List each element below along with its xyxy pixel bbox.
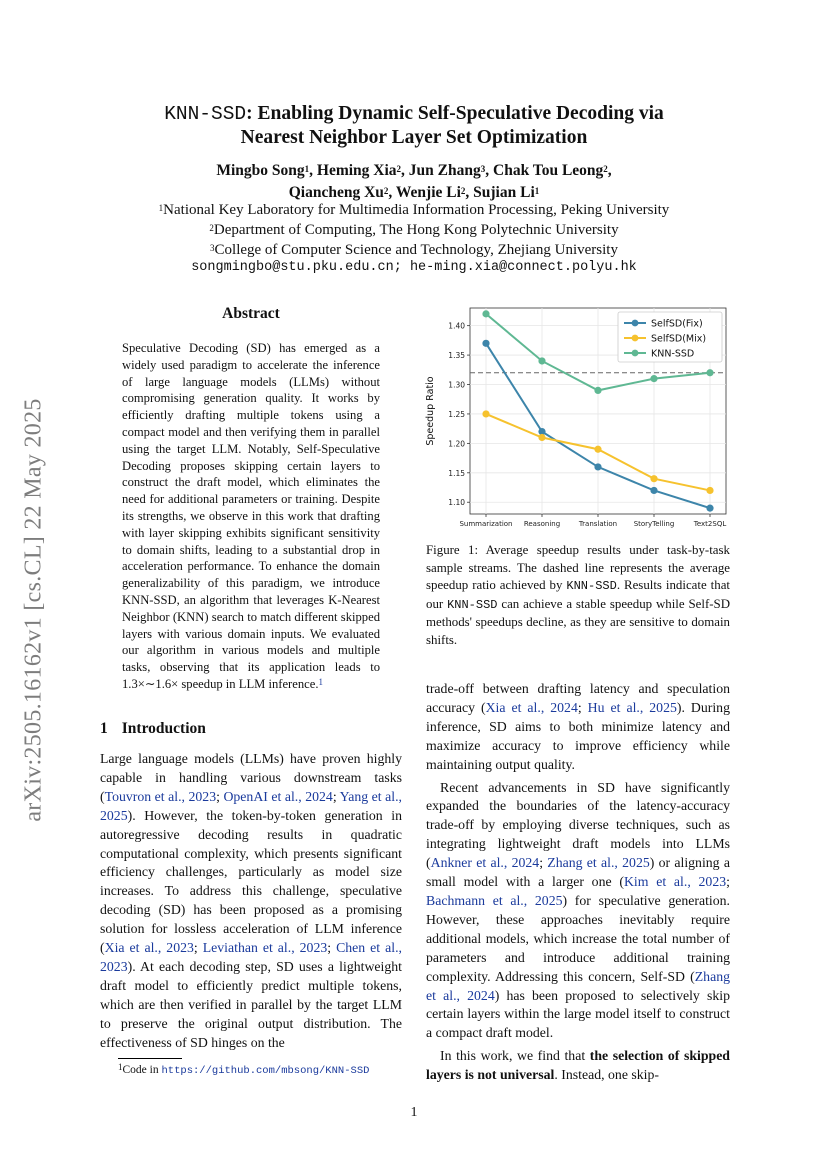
citation-link[interactable]: Hu et al., 2025 — [587, 699, 677, 715]
legend-entry: SelfSD(Mix) — [651, 333, 707, 345]
section-number: 1 — [100, 720, 108, 737]
data-point — [706, 505, 713, 512]
data-point — [482, 410, 489, 417]
author-name: Qiancheng Xu — [288, 184, 384, 201]
citation-link[interactable]: Leviathan et al., 2023 — [202, 940, 328, 956]
bold-text: the selection of skipped layers is not universal — [426, 1048, 730, 1083]
x-tick-label: StoryTelling — [633, 520, 675, 528]
legend-entry: KNN-SSD — [651, 348, 695, 360]
legend-marker — [632, 320, 639, 327]
caption-text: can achieve a stable speedup while Self-SD methods' speedups decline, as they are sensitive to domain shifts. — [426, 596, 731, 647]
body-text: ; — [577, 699, 588, 715]
intro-paragraph-2 — [426, 680, 730, 775]
x-tick-label: Translation — [578, 520, 618, 528]
citation-link[interactable]: Zhang et al., 2025 — [547, 855, 650, 871]
y-tick-label: 1.10 — [448, 498, 465, 508]
intro-paragraph-3 — [426, 779, 730, 1044]
body-text: trade-off between drafting latency and speculation accuracy ( — [426, 681, 730, 715]
body-text: ; — [332, 788, 340, 804]
caption-text: Figure 1: Average speedup results under task-by-task sample streams. The dashed line represents the average speedup ratio achieved by — [426, 543, 730, 593]
y-tick-label: 1.15 — [448, 468, 465, 478]
arxiv-identifier: arXiv:2505.16162v1 [cs.CL] 22 May 2025 — [20, 398, 47, 822]
affiliation-mark: 3 — [210, 243, 215, 253]
citation-link[interactable]: Zhang et al., 2024 — [426, 968, 730, 1003]
speedup-line-chart — [420, 300, 734, 536]
affiliation-text: College of Computer Science and Technology, Zhejiang University — [214, 242, 618, 258]
author-affiliation-mark: 1 — [304, 164, 310, 174]
affiliation-text: Department of Computing, The Hong Kong Polytechnic University — [213, 222, 619, 238]
page-number: 1 — [410, 1105, 418, 1120]
abstract-text: Speculative Decoding (SD) has emerged as a widely used paradigm to accelerate the inference of large language models (LLMs) without compromising generation quality. It works by efficiently drafting multiple tokens using a compact model and then verifying them in parallel using the target LLM. Notably, Self-Speculative Decoding proposes skipping certain layers to construct the draft model, which eliminates the need for additional parameters or training. Despite its strengths, we observe in this work that drafting with layer skipping exhibits significant sensitivity to domain shifts, leading to a substantial drop in acceleration performance. To enhance the domain generalizability of this paradigm, we introduce KNN-SSD, an algorithm that leverages K-Nearest Neighbor (KNN) search to match different skipped layers with various domain inputs. We evaluated our algorithm in various models and multiple tasks, observing that its application leads to 1.3×∼1.6× speedup in LLM inference. — [122, 341, 380, 691]
data-point — [482, 340, 489, 347]
x-tick-label: Text2SQL — [693, 520, 727, 528]
section-heading-introduction — [100, 720, 206, 738]
data-point — [650, 487, 657, 494]
caption-system-name: KNN-SSD — [566, 579, 617, 594]
citation-link[interactable]: OpenAI et al., 2024 — [223, 788, 333, 804]
x-tick-label: Summarization — [459, 520, 513, 528]
y-tick-label: 1.30 — [448, 380, 465, 390]
affiliation — [0, 200, 828, 220]
citation-link[interactable]: Touvron et al., 2023 — [104, 788, 217, 804]
y-tick-label: 1.35 — [448, 351, 465, 361]
body-text: ; — [193, 940, 203, 956]
citation-link[interactable]: Bachmann et al., 2025 — [426, 892, 563, 908]
section-title: Introduction — [121, 720, 206, 737]
title-line2: Nearest Neighbor Layer Set Optimization — [240, 127, 588, 148]
title-system-name: KNN-SSD — [164, 103, 247, 125]
abstract-heading: Abstract — [222, 305, 280, 322]
y-axis-label: Speedup Ratio — [425, 376, 436, 446]
intro-paragraph-4 — [426, 1047, 730, 1085]
body-text: ) for speculative generation. However, these approaches inevitably require additional models, which increase the total number of parameters and introduce additional training complexity. Addressing this concern, Self-SD ( — [426, 892, 730, 984]
y-tick-label: 1.25 — [448, 409, 465, 419]
body-text: . Instead, one skip- — [554, 1067, 659, 1083]
citation-link[interactable]: Xia et al., 2024 — [485, 699, 578, 715]
arxiv-sidebar — [14, 360, 54, 860]
legend-marker — [632, 335, 639, 342]
body-text: ; — [726, 874, 730, 890]
legend-marker — [632, 350, 639, 357]
data-point — [538, 357, 545, 364]
y-tick-label: 1.40 — [448, 321, 465, 331]
body-text: ) has been proposed to selectively skip certain layers within the large model itself to construct a compact draft model. — [426, 987, 730, 1041]
author-line-1: Mingbo Song$^1$, Heming Xia$^2$, Jun Zhang$^3$, Chak Tou Leong$^2$, — [216, 162, 612, 179]
body-text: ) or aligning a small model with a larger one ( — [426, 855, 730, 890]
body-text: ; — [327, 940, 337, 956]
author-name: Jun Zhang — [408, 162, 481, 179]
body-text: ). During inference, SD aims to both minimize latency and maximize accuracy to improve efficiency while maintaining output quality. — [426, 699, 730, 772]
data-point — [594, 446, 601, 453]
author-affiliation-mark: 2 — [396, 164, 402, 174]
citation-link[interactable]: Ankner et al., 2024 — [430, 855, 540, 871]
body-text: ). However, the token-by-token generation in autoregressive decoding results in quadratic computational complexity, which presents significant efficiency challenges, particularly as model size increases. To address this challenge, speculative decoding (SD) has been proposed as a promising solution for lossless acceleration of LLM inference ( — [100, 807, 402, 956]
intro-right-column — [426, 680, 730, 1085]
y-tick-label: 1.20 — [448, 439, 465, 449]
affiliation-mark: 2 — [209, 223, 214, 233]
data-point — [482, 310, 489, 317]
body-text: Recent advancements in SD have significantly expanded the boundaries of the latency-accuracy trade-off by employing diverse techniques, such as integrating lightweight draft models into LLMs ( — [426, 779, 730, 871]
abstract-footnote-mark[interactable]: 1 — [318, 676, 323, 687]
body-text: In this work, we find that — [440, 1048, 590, 1064]
author-name: Chak Tou Leong — [493, 162, 604, 179]
data-point — [650, 475, 657, 482]
author-line-2: Qiancheng Xu$^2$, Wenjie Li$^2$, Sujian Li$^1$ — [288, 184, 540, 201]
footnote-code-link[interactable]: https://github.com/mbsong/KNN-SSD — [161, 1065, 370, 1077]
data-point — [706, 487, 713, 494]
author-name: Sujian Li — [473, 184, 535, 201]
citation-link[interactable]: Xia et al., 2023 — [104, 940, 194, 956]
intro-left-column — [100, 750, 402, 1053]
citation-link[interactable]: Chen et al., 2023 — [100, 940, 402, 974]
abstract-body — [122, 340, 380, 693]
author-name: Mingbo Song — [216, 162, 305, 179]
body-text: ; — [539, 855, 548, 871]
data-point — [594, 387, 601, 394]
author-affiliation-mark: 2 — [383, 186, 389, 196]
figure-1-caption — [426, 542, 730, 650]
affiliation-mark: 1 — [158, 203, 164, 213]
author-emails: songmingbo@stu.pku.edu.cn; he-ming.xia@connect.polyu.hk — [191, 260, 637, 275]
caption-system-name: KNN-SSD — [447, 597, 498, 612]
footnote — [118, 1064, 408, 1077]
title-line1: : Enabling Dynamic Self-Speculative Decoding via — [246, 103, 664, 124]
body-text: ; — [216, 788, 224, 804]
affiliation — [0, 220, 828, 240]
data-point — [594, 463, 601, 470]
footnote-prefix: Code in — [122, 1064, 162, 1076]
body-text: Large language models (LLMs) have proven highly capable in handling various downstream tasks ( — [100, 751, 402, 804]
affiliation-text: National Key Laboratory for Multimedia Information Processing, Peking University — [163, 202, 670, 218]
author-name: Heming Xia — [316, 162, 397, 179]
data-point — [650, 375, 657, 382]
citation-link[interactable]: Kim et al., 2023 — [623, 874, 727, 890]
footnote-rule — [118, 1058, 182, 1059]
author-list — [0, 160, 828, 204]
body-text: ). At each decoding step, SD uses a lightweight draft model to efficiently predict multiple tokens, which are then verified in parallel by the target LLM to preserve the original output distribution. The effectiveness of SD hinges on the — [100, 958, 402, 1050]
author-affiliation-mark: 3 — [480, 164, 486, 174]
paper-title — [0, 102, 828, 150]
author-affiliation-mark: 2 — [460, 186, 466, 196]
intro-paragraph-1 — [100, 750, 402, 1053]
data-point — [538, 434, 545, 441]
data-point — [706, 369, 713, 376]
citation-link[interactable]: Yang et al., 2025 — [100, 788, 402, 823]
footnote-mark: 1 — [118, 1062, 123, 1072]
affiliation-list — [0, 200, 828, 260]
author-affiliation-mark: 2 — [603, 164, 608, 174]
caption-text: . Results indicate that our — [426, 578, 730, 611]
author-affiliation-mark: 1 — [534, 186, 540, 196]
x-tick-label: Reasoning — [523, 520, 561, 528]
author-name: Wenjie Li — [395, 184, 461, 201]
affiliation — [0, 240, 828, 260]
legend-entry: SelfSD(Fix) — [651, 318, 703, 330]
